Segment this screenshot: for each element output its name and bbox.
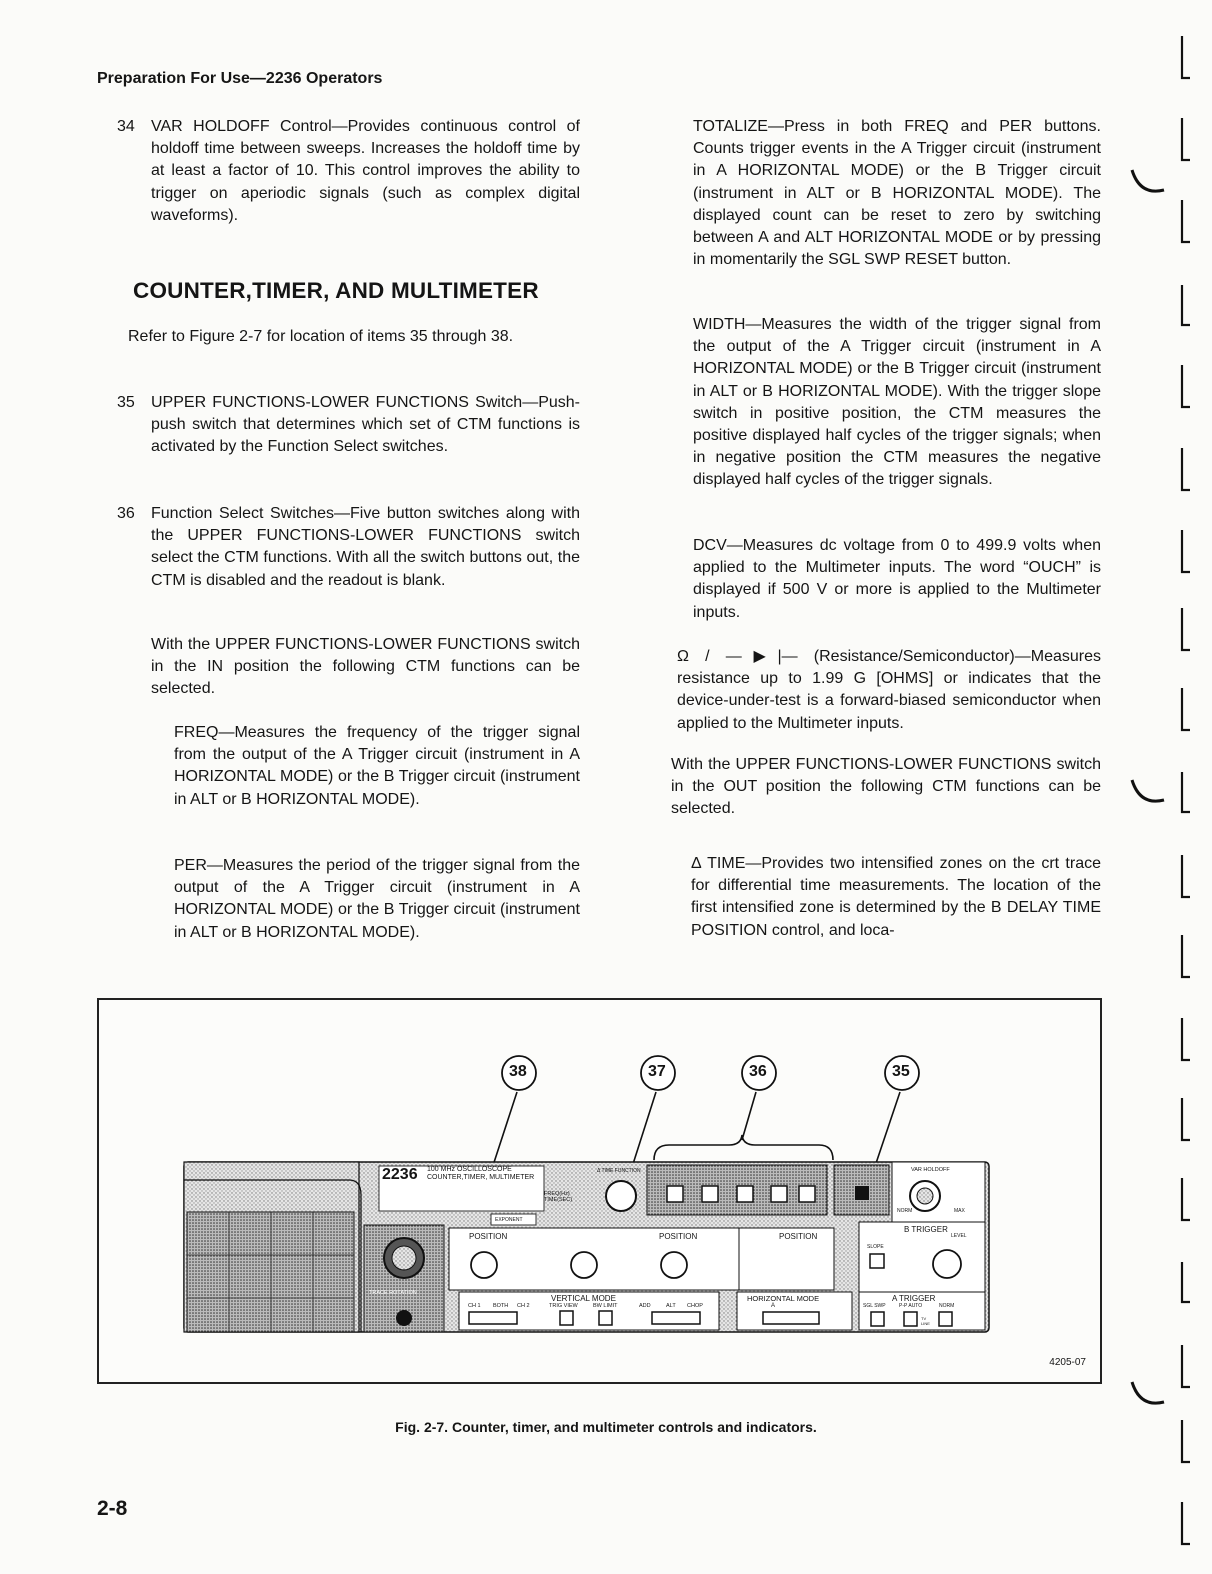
- horizontal-mode-label: HORIZONTAL MODE: [747, 1294, 820, 1303]
- norm2-label: NORM: [939, 1303, 955, 1309]
- position-label-3: POSITION: [779, 1232, 818, 1241]
- var-holdoff-label: VAR HOLDOFF: [911, 1167, 950, 1173]
- binder-edge-marks: [1130, 0, 1190, 1574]
- dtime-paragraph: Δ TIME—Provides two intensified zones on the crt trace for differential time measurements. The location of the first intensified zone is determined by the B DELAY TIME POSITION control, and loca-: [691, 855, 1101, 939]
- vm-both: BOTH: [493, 1303, 509, 1309]
- item-34: [117, 116, 580, 227]
- model-number: 2236: [382, 1166, 418, 1183]
- item-text: VAR HOLDOFF Control—Provides continuous control of holdoff time between sweeps. Increases the holdoff time by at least a factor of 10. This control improves the ability to trigger on aperiodic signals (such as complex digital waveforms).: [151, 118, 580, 224]
- totalize-paragraph: TOTALIZE—Press in both FREQ and PER buttons. Counts trigger events in the A Trigger circuit (instrument in A HORIZONTAL MODE) or the B Trigger circuit (instrument in ALT or B HORIZONTAL MODE). The displayed count can be reset to zero by switching between A and ALT HORIZONTAL MODE or by pressing in momentarily the SGL SWP RESET button.: [693, 118, 1101, 269]
- level-label: LEVEL: [951, 1233, 967, 1239]
- b-trigger-label: B TRIGGER: [904, 1225, 948, 1234]
- pp-auto-label: P-P AUTO: [899, 1303, 923, 1309]
- section-heading: COUNTER,TIMER, AND MULTIMETER: [133, 278, 539, 303]
- upper-in-paragraph: With the UPPER FUNCTIONS-LOWER FUNCTIONS switch in the IN position the following CTM functions can be selected.: [151, 636, 580, 698]
- freq-paragraph: FREQ—Measures the frequency of the trigger signal from the output of the A Trigger circuit (instrument in A HORIZONTAL MODE) or the B Trigger circuit (instrument in ALT or B HORIZONTAL MODE).: [174, 724, 580, 808]
- vm-trig-view: TRIG VIEW: [549, 1303, 578, 1309]
- front-panel-illustration: [99, 1000, 1100, 1382]
- vm-add: ADD: [639, 1303, 651, 1309]
- page-number: 2-8: [97, 1497, 128, 1520]
- item-text: Function Select Switches—Five button switches along with the UPPER FUNCTIONS-LOWER FUNCTIONS switch select the CTM functions. With all the switch buttons out, the CTM is disabled and the readout is blank.: [151, 505, 580, 589]
- vertical-mode-label: VERTICAL MODE: [551, 1294, 616, 1303]
- figure-reference: Refer to Figure 2-7 for location of items 35 through 38.: [128, 328, 514, 345]
- dcv-paragraph: DCV—Measures dc voltage from 0 to 499.9 volts when applied to the Multimeter inputs. The word “OUCH” is displayed if 500 V or more is applied to the Multimeter inputs.: [693, 537, 1101, 621]
- item-number: 34: [117, 118, 135, 135]
- width-paragraph: WIDTH—Measures the width of the trigger signal from the output of the A Trigger circuit (instrument in A HORIZONTAL MODE) or the B Trigger circuit (instrument in ALT or B HORIZONTAL MODE). With the trigger slope switch in positive position, the CTM measures the positive displayed half cycles of the trigger signals; when in negative position the CTM measures the negative displayed half cycles of the trigger signals.: [693, 316, 1101, 489]
- upper-out-paragraph: With the UPPER FUNCTIONS-LOWER FUNCTIONS switch in the OUT position the following CTM functions can be selected.: [671, 756, 1101, 818]
- item-35: [117, 392, 580, 459]
- figure-caption: Fig. 2-7. Counter, timer, and multimeter controls and indicators.: [395, 1419, 817, 1435]
- vm-ch2: CH 2: [517, 1303, 530, 1309]
- figure-id: 4205-07: [1049, 1357, 1086, 1368]
- freq-time-label: FREQ(Hz) TIME(SEC): [544, 1191, 573, 1203]
- item-number: 35: [117, 394, 135, 411]
- delta-time-label: Δ TIME FUNCTION: [597, 1168, 641, 1174]
- exponent-label: EXPONENT: [495, 1217, 523, 1223]
- position-label-2: POSITION: [659, 1232, 698, 1241]
- item-36: [117, 503, 580, 592]
- model-subtitle-2: COUNTER,TIMER, MULTIMETER: [427, 1174, 535, 1181]
- callout-37: 37: [648, 1063, 666, 1080]
- trace-rotation-label: TRACE ROTATION: [369, 1290, 417, 1296]
- slope-label: SLOPE: [867, 1244, 884, 1250]
- figure-frame: [97, 998, 1102, 1384]
- model-subtitle-1: 100 MHz OSCILLOSCOPE: [427, 1166, 512, 1173]
- position-label-1: POSITION: [469, 1232, 508, 1241]
- item-text: UPPER FUNCTIONS-LOWER FUNCTIONS Switch—Push-push switch that determines which set of CTM functions is activated by the Function Select switches.: [151, 394, 580, 456]
- ohms-paragraph: Ω / —▶|— (Resistance/Semiconductor)—Measures resistance up to 1.99 G [OHMS] or indicates that the device-under-test is a forward-biased semiconductor when applied to the Multimeter inputs.: [677, 648, 1101, 732]
- callout-38: 38: [509, 1063, 527, 1080]
- vm-ch1: CH 1: [468, 1303, 481, 1309]
- sgl-swp-label: SGL SWP: [863, 1303, 886, 1309]
- vm-chop: CHOP: [687, 1303, 703, 1309]
- callout-36: 36: [749, 1063, 767, 1080]
- vm-bw-limit: BW LIMIT: [593, 1303, 618, 1309]
- a-trigger-label: A TRIGGER: [892, 1294, 936, 1303]
- vm-alt: ALT: [666, 1303, 676, 1309]
- tv-line-label: TV LINE: [921, 1316, 930, 1326]
- norm-label: NORM: [897, 1208, 913, 1214]
- max-label: MAX: [954, 1208, 965, 1214]
- per-paragraph: PER—Measures the period of the trigger signal from the output of the A Trigger circuit (instrument in A HORIZONTAL MODE) or the B Trigger circuit (instrument in ALT or B HORIZONTAL MODE).: [174, 857, 580, 941]
- item-number: 36: [117, 505, 135, 522]
- callout-35: 35: [892, 1063, 910, 1080]
- running-head: Preparation For Use—2236 Operators: [97, 70, 383, 87]
- horizontal-a-label: A: [771, 1303, 776, 1309]
